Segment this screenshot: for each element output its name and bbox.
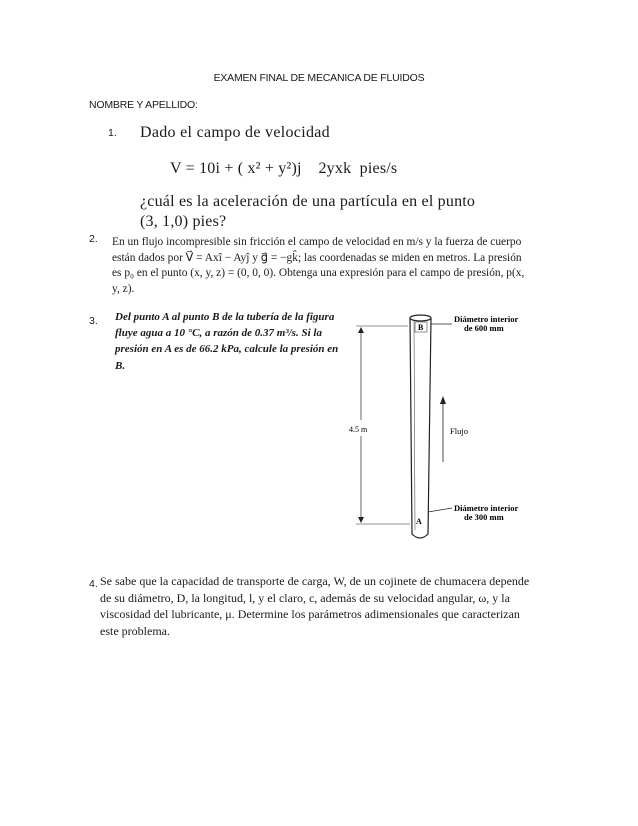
height-arrow-up: [358, 327, 364, 333]
problem-2-text: En un flujo incompresible sin fricción el campo de velocidad en m/s y la fuerza de cuerpo están dados por V⃗ = Axî − Ayĵ y g⃗ = −gk̂; las coordenadas se miden en metros. La presión es p₀ en el punto (x, y, z) = (0, 0, 0). Obtenga una expresión para el campo de presión, p(x, y, z).: [112, 236, 525, 295]
bottom-diameter-leader: [428, 508, 452, 512]
point-a-label: A: [416, 517, 422, 526]
problem-3-number: 3.: [89, 315, 98, 327]
height-arrow-down: [358, 517, 364, 523]
pipe-figure: [340, 302, 540, 547]
problem-4-text: Se sabe que la capacidad de transporte de carga, W, de un cojinete de chumacera depende de su diámetro, D, la longitud, l, y el claro, c, además de su velocidad angular, ω, y la viscosidad del lubricante, μ. Determine los parámetros adimensionales que caracterizan este problema.: [100, 574, 530, 638]
top-diameter-label-2: de 600 mm: [464, 323, 504, 333]
bottom-diameter-label-2: de 300 mm: [464, 512, 504, 522]
problem-1-line-4: (3, 1,0) pies?: [140, 213, 227, 230]
pipe-outline: [410, 318, 431, 538]
problem-1-velocity-equation: V = 10i + ( x² + y²)j 2yxk pies/s: [170, 160, 398, 177]
problem-1-line-1: Dado el campo de velocidad: [140, 124, 330, 141]
exam-title: EXAMEN FINAL DE MECANICA DE FLUIDOS: [213, 72, 425, 84]
pipe-top-opening: [410, 315, 431, 321]
problem-4-number: 4.: [89, 578, 98, 590]
point-b-label: B: [418, 323, 424, 332]
problem-1-number: 1.: [108, 127, 117, 139]
problem-3-text: Del punto A al punto B de la tubería de la figura fluye agua a 10 °C, a razón de 0.37 m³/s. Si la presión en A es de 66.2 kPa, calcule la presión en B.: [115, 311, 339, 372]
top-diameter-label-1: Diámetro interior: [454, 314, 519, 324]
problem-2-number: 2.: [89, 233, 98, 245]
problem-1-line-3: ¿cuál es la aceleración de una partícula en el punto: [140, 193, 476, 210]
flow-label: Flujo: [450, 426, 468, 436]
flow-arrow-head: [440, 396, 446, 404]
height-label: 4.5 m: [349, 425, 368, 434]
name-field-label: NOMBRE Y APELLIDO:: [89, 99, 198, 111]
bottom-diameter-label-1: Diámetro interior: [454, 503, 519, 513]
pipe-inner-wall: [414, 321, 415, 530]
